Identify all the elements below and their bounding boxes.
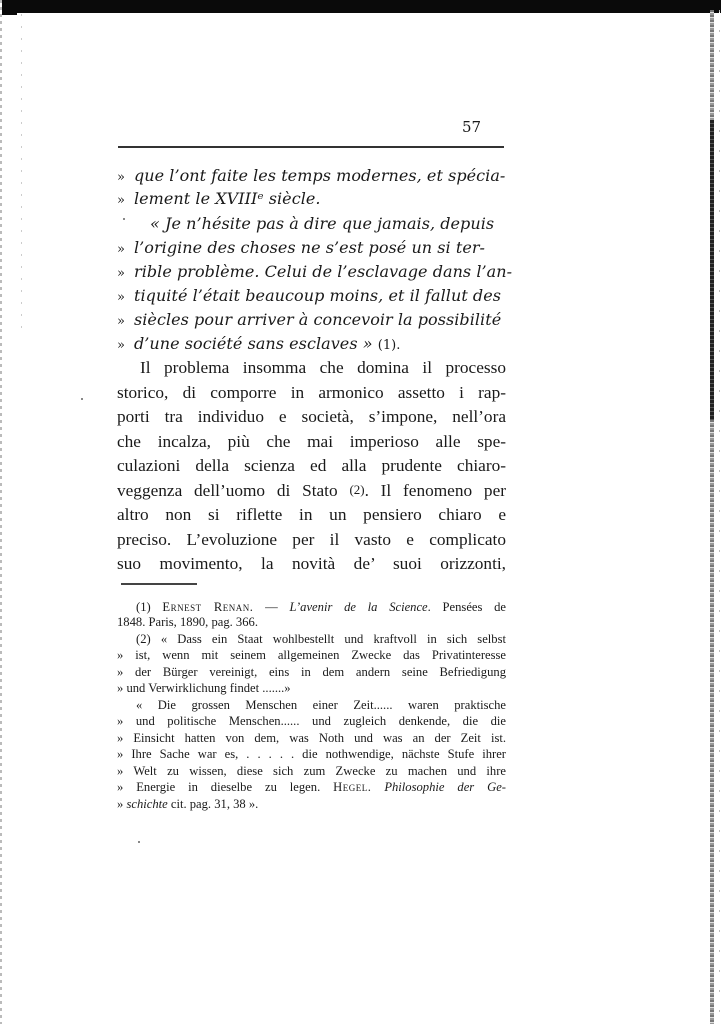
footnote-2-line: » und politische Menschen...... und zugleich denkende, die die: [117, 714, 506, 728]
footnote-2-line: » der Bürger vereinigt, eins in dem andern seine Befriedigung: [117, 665, 506, 679]
footnote-title: L’avenir de la Science: [289, 600, 428, 614]
guillemet-mark: »: [117, 290, 126, 305]
body-line: che incalza, più che mai imperioso alle spe-: [117, 432, 506, 451]
quote-text: lement le XVIIIᵉ siècle.: [134, 189, 321, 208]
quote-text: l’origine des choses ne s’est posé un si ter-: [134, 238, 486, 257]
guillemet-mark: »: [117, 242, 126, 257]
body-line: altro non si riflette in un pensiero chiaro e: [117, 505, 506, 524]
header-rule: [118, 146, 504, 148]
footnote-2-line: » Einsicht hatten von dem, was Noth und was an der Zeit ist.: [117, 731, 506, 745]
body-text: . Il fenomeno per: [364, 481, 506, 500]
quote-line: [117, 238, 506, 257]
quote-text: tiquité l’était beaucoup moins, et il fallut des: [134, 286, 502, 305]
footnote-2-line: » Welt zu wissen, diese sich zum Zwecke zu machen und ihre: [117, 764, 506, 778]
body-line: suo movimento, la novità de’ suoi orizzonti,: [117, 554, 506, 573]
quote-text: siècles pour arriver à concevoir la possibilité: [134, 310, 502, 329]
body-line: culazioni della scienza ed alla prudente chiaro-: [117, 456, 506, 475]
quote-text: d’une société sans esclaves »: [134, 334, 373, 353]
scan-top-border: [0, 0, 721, 13]
scan-top-border-step: [0, 13, 17, 15]
scan-left-edge: [0, 0, 2, 1024]
quote-line: [117, 286, 506, 305]
guillemet-mark: »: [117, 266, 126, 281]
guillemet-mark: »: [117, 170, 126, 185]
footnote-1-line: [136, 600, 506, 615]
guillemet-mark: »: [117, 338, 126, 353]
body-line: porti tra individuo e società, s’impone, nell’ora: [117, 407, 506, 426]
scan-speck: [123, 218, 125, 220]
quote-line: [117, 334, 506, 353]
footnote-text: . Pensées de: [427, 600, 507, 614]
footnote-2-line: [117, 780, 506, 795]
footnote-dash: —: [253, 600, 290, 614]
footnote-2-line: » Ihre Sache war es, . . . . . die nothwendige, nächste Stufe ihrer: [117, 747, 506, 761]
footnote-1-line: 1848. Paris, 1890, pag. 366.: [117, 615, 258, 629]
footnote-2-line: [117, 797, 506, 812]
page-number: 57: [462, 118, 482, 136]
footnote-title: schichte: [126, 797, 168, 811]
quote-text: que l’ont faite les temps modernes, et spécia-: [134, 166, 506, 185]
footnote-2-line: (2) « Dass ein Staat wohlbestellt und kraftvoll in sich selbst: [136, 632, 506, 646]
quote-line: [117, 310, 506, 329]
quote-line: [117, 214, 506, 233]
footnote-ref[interactable]: (1).: [377, 338, 401, 353]
body-line: storico, di comporre in armonico assetto i rap-: [117, 383, 506, 402]
scan-right-margin-edge: [719, 10, 720, 1024]
footnote-ref[interactable]: (2): [349, 482, 365, 498]
scan-speck: [81, 398, 83, 400]
body-text: veggenza dell’uomo di Stato: [117, 481, 350, 500]
footnote-text: cit. pag. 31, 38 ».: [167, 797, 259, 811]
quote-text: rible problème. Celui de l’esclavage dans l’an-: [134, 262, 513, 281]
scan-left-inner-edge: [21, 14, 22, 334]
footnote-2-line: » ist, wenn mit seinem allgemeinen Zwecke das Privatinteresse: [117, 648, 506, 662]
body-line: preciso. L’evoluzione per il vasto e complicato: [117, 530, 506, 549]
quote-text: « Je n’hésite pas à dire que jamais, depuis: [150, 214, 495, 233]
footnote-text: » Energie in dieselbe zu legen.: [117, 780, 334, 794]
footnote-title: Philosophie der Ge-: [371, 780, 506, 794]
scan-right-edge-shadow: [710, 120, 714, 420]
footnote-2-line: « Die grossen Menschen einer Zeit...... waren praktische: [136, 698, 506, 712]
footnote-2-line: » und Verwirklichung findet .......»: [117, 681, 291, 695]
body-line: Il problema insomma che domina il processo: [140, 358, 506, 377]
footnote-author: Ernest Renan.: [162, 600, 254, 614]
guillemet-mark: »: [117, 193, 126, 208]
body-line: [117, 481, 506, 501]
scan-speck: [138, 841, 140, 843]
guillemet-mark: »: [117, 797, 127, 811]
quote-line: [117, 262, 513, 281]
guillemet-mark: »: [117, 314, 126, 329]
footnote-author: Hegel.: [333, 780, 372, 794]
footnote-rule: [121, 583, 197, 585]
quote-line: [117, 166, 506, 185]
footnote-number: (1): [136, 600, 151, 614]
quote-line: [117, 189, 506, 208]
